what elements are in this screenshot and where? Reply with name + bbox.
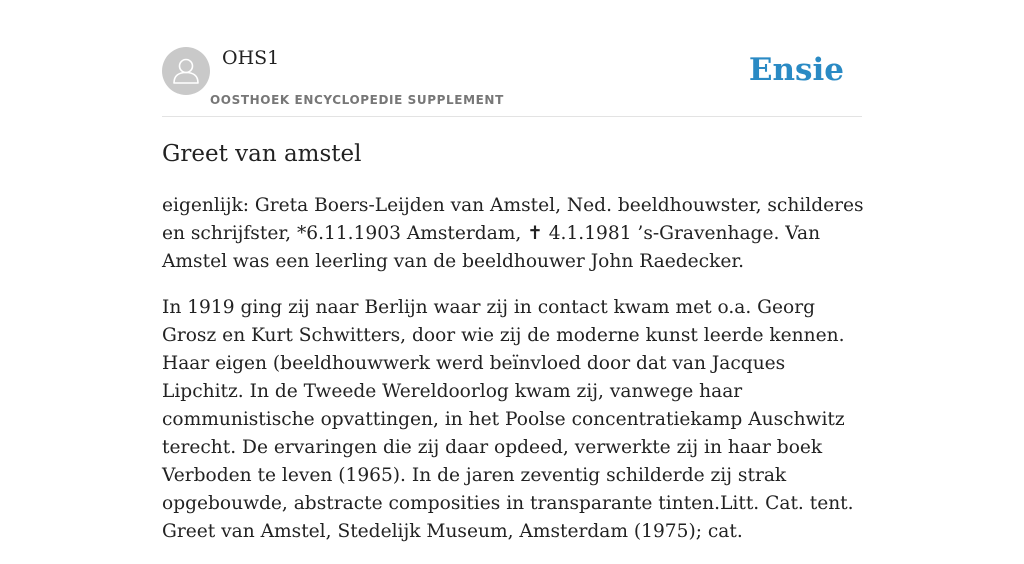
source-name[interactable]: OOSTHOEK ENCYCLOPEDIE SUPPLEMENT	[210, 93, 504, 107]
brand-logo[interactable]: Ensie	[748, 52, 844, 88]
article-title: Greet van amstel	[162, 141, 362, 167]
author-name[interactable]: OHS1	[222, 47, 280, 69]
article-body	[162, 138, 867, 564]
user-avatar-icon[interactable]	[162, 47, 210, 95]
article-paragraph: In 1919 ging zij naar Berlijn waar zij in contact kwam met o.a. Georg Grosz en Kurt Schwitters, door wie zij de moderne kunst leerde kennen. Haar eigen (beeldhouwwerk werd beïnvloed door dat van Jacques Lipchitz. In de Tweede Wereldoorlog kwam zij, vanwege haar communistische opvattingen, in het Poolse concentratiekamp Auschwitz terecht. De ervaringen die zij daar opdeed, verwerkte zij in haar boek Verboden te leven (1965). In de jaren zeventig schilderde zij strak opgebouwde, abstracte composities in transparante tinten.Litt. Cat. tent. Greet van Amstel, Stedelijk Museum, Amsterdam (1975); cat.	[162, 297, 854, 542]
article-paragraph: eigenlijk: Greta Boers-Leijden van Amstel, Ned. beeldhouwster, schilderes en schrijfster, *6.11.1903 Amsterdam, ✝ 4.1.1981 ’s-Gravenhage. Van Amstel was een leerling van de beeldhouwer John Raedecker.	[162, 195, 864, 272]
article-header	[162, 46, 862, 117]
